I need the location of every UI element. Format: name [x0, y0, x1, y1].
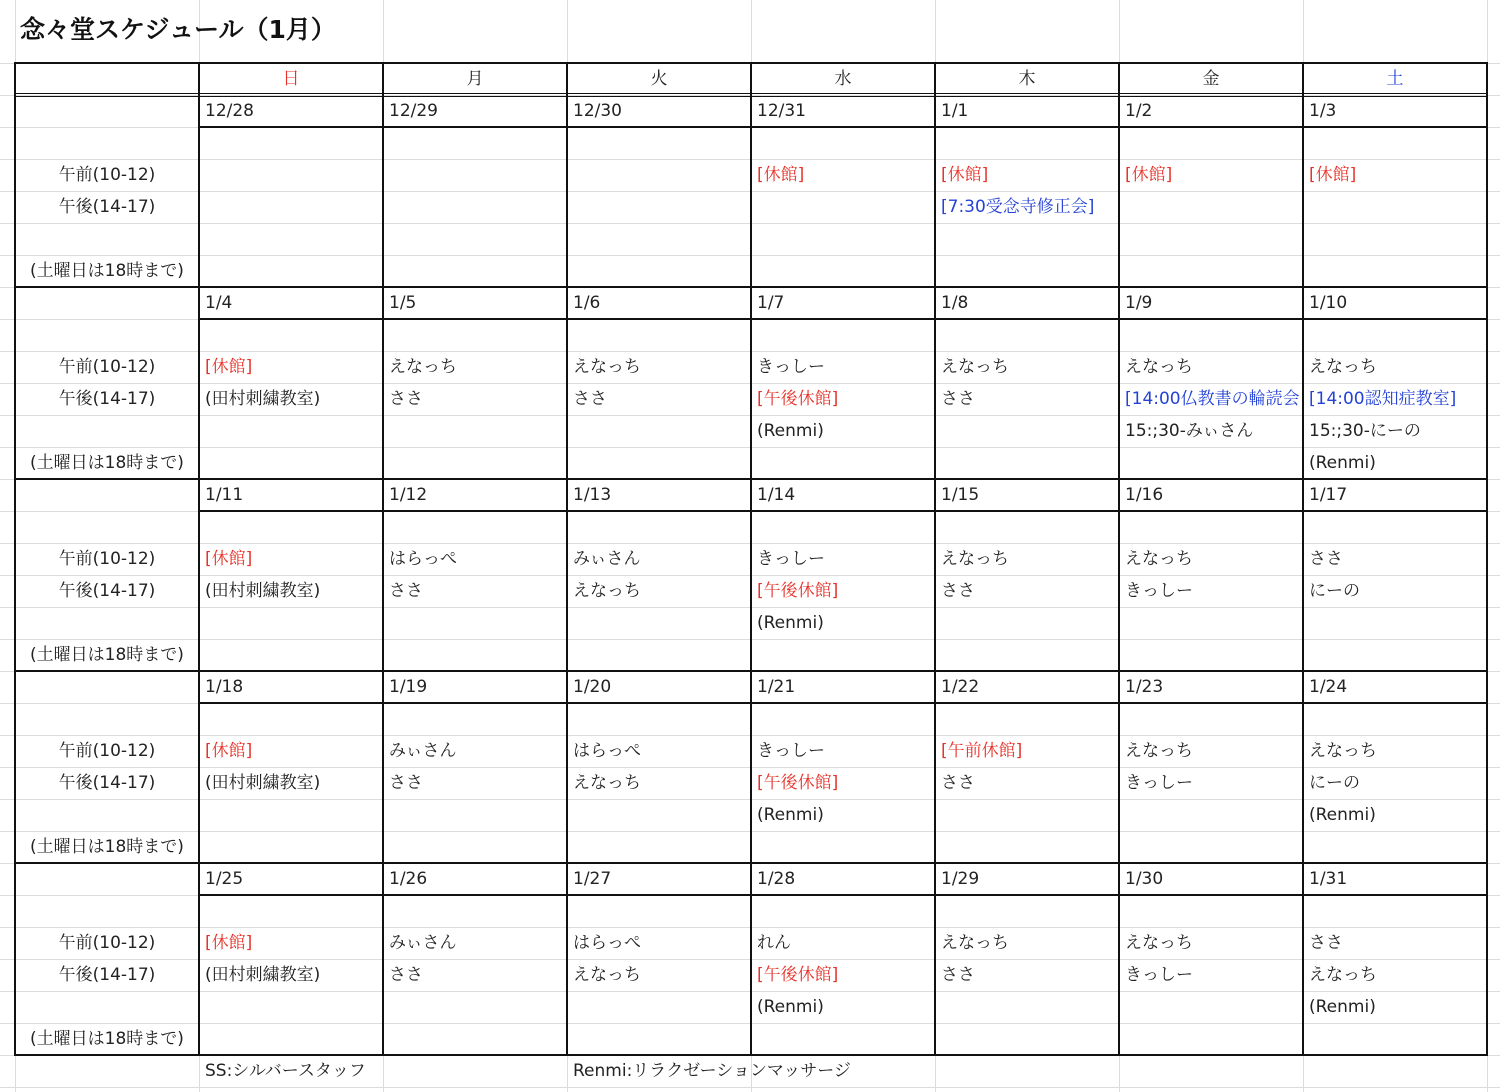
schedule-entry[interactable]: (Renmi): [757, 421, 824, 441]
date-cell[interactable]: 1/18: [205, 677, 244, 697]
schedule-entry[interactable]: えなっち: [1309, 357, 1377, 377]
row-label: 午後(14-17): [58, 197, 156, 217]
schedule-entry[interactable]: えなっち: [1125, 549, 1193, 569]
schedule-entry[interactable]: [14:00認知症教室]: [1309, 389, 1457, 409]
row-label: (土曜日は18時まで): [30, 1029, 184, 1049]
schedule-entry[interactable]: きっしー: [1125, 965, 1193, 985]
date-cell[interactable]: 1/17: [1309, 485, 1348, 505]
date-cell[interactable]: 1/11: [205, 485, 244, 505]
table-border: [934, 62, 936, 1056]
schedule-entry[interactable]: (田村刺繍教室): [205, 773, 321, 793]
date-cell[interactable]: 1/19: [389, 677, 428, 697]
schedule-entry[interactable]: ささ: [389, 581, 423, 601]
schedule-entry[interactable]: きっしー: [757, 357, 825, 377]
schedule-entry[interactable]: 15:;30-にーの: [1309, 421, 1421, 441]
schedule-entry[interactable]: [休館]: [757, 165, 805, 185]
schedule-entry[interactable]: (Renmi): [757, 613, 824, 633]
table-border: [1302, 62, 1304, 1056]
schedule-entry[interactable]: えなっち: [1309, 965, 1377, 985]
date-cell[interactable]: 1/15: [941, 485, 980, 505]
table-border: [1486, 62, 1488, 1056]
schedule-entry[interactable]: [午後休館]: [757, 389, 839, 409]
date-cell[interactable]: 1/26: [389, 869, 428, 889]
table-border: [199, 702, 1487, 704]
schedule-entry[interactable]: [午後休館]: [757, 581, 839, 601]
row-label: (土曜日は18時まで): [30, 645, 184, 665]
schedule-entry[interactable]: (田村刺繍教室): [205, 965, 321, 985]
schedule-entry[interactable]: ささ: [941, 389, 975, 409]
date-cell[interactable]: 12/31: [757, 101, 806, 121]
day-header: 土: [1386, 69, 1404, 89]
schedule-entry[interactable]: [休館]: [205, 933, 253, 953]
schedule-entry[interactable]: えなっち: [1309, 741, 1377, 761]
schedule-entry[interactable]: ささ: [941, 773, 975, 793]
schedule-entry[interactable]: ささ: [389, 389, 423, 409]
date-cell[interactable]: 1/8: [941, 293, 969, 313]
date-cell[interactable]: 1/1: [941, 101, 969, 121]
date-cell[interactable]: 1/22: [941, 677, 980, 697]
schedule-entry[interactable]: [休館]: [205, 357, 253, 377]
row-label: 午前(10-12): [58, 165, 156, 185]
schedule-entry[interactable]: (田村刺繍教室): [205, 389, 321, 409]
date-cell[interactable]: 1/5: [389, 293, 417, 313]
row-label: 午後(14-17): [58, 965, 156, 985]
date-cell[interactable]: 1/27: [573, 869, 612, 889]
table-border: [199, 894, 1487, 896]
schedule-entry[interactable]: えなっち: [573, 357, 641, 377]
schedule-entry[interactable]: (Renmi): [757, 997, 824, 1017]
schedule-entry[interactable]: えなっち: [1125, 741, 1193, 761]
row-label: (土曜日は18時まで): [30, 837, 184, 857]
schedule-entry[interactable]: (田村刺繍教室): [205, 581, 321, 601]
date-cell[interactable]: 1/28: [757, 869, 796, 889]
row-label: 午後(14-17): [58, 773, 156, 793]
schedule-entry[interactable]: ささ: [941, 965, 975, 985]
day-header: 月: [466, 69, 484, 89]
table-border: [199, 510, 1487, 512]
schedule-entry[interactable]: えなっち: [573, 965, 641, 985]
date-cell[interactable]: 12/28: [205, 101, 254, 121]
date-cell[interactable]: 1/23: [1125, 677, 1164, 697]
schedule-entry[interactable]: (Renmi): [1309, 453, 1376, 473]
schedule-entry[interactable]: にーの: [1309, 773, 1360, 793]
date-cell[interactable]: 1/20: [573, 677, 612, 697]
date-cell[interactable]: 1/2: [1125, 101, 1153, 121]
schedule-entry[interactable]: えなっち: [1125, 933, 1193, 953]
footer-renmi-note: Renmi:リラクゼーションマッサージ: [573, 1061, 851, 1081]
schedule-entry[interactable]: みぃさん: [389, 933, 457, 953]
schedule-entry[interactable]: みぃさん: [389, 741, 457, 761]
table-border: [750, 62, 752, 1056]
schedule-entry[interactable]: ささ: [389, 965, 423, 985]
table-border: [382, 62, 384, 1056]
date-cell[interactable]: 1/31: [1309, 869, 1348, 889]
schedule-entry[interactable]: [休館]: [1125, 165, 1173, 185]
schedule-entry[interactable]: ささ: [1309, 549, 1343, 569]
row-label: 午後(14-17): [58, 389, 156, 409]
table-border: [199, 318, 1487, 320]
schedule-entry[interactable]: みぃさん: [573, 549, 641, 569]
date-cell[interactable]: 1/13: [573, 485, 612, 505]
table-border: [198, 62, 200, 1056]
schedule-entry[interactable]: ささ: [941, 581, 975, 601]
schedule-entry[interactable]: きっしー: [1125, 773, 1193, 793]
day-header: 水: [834, 69, 852, 89]
schedule-entry[interactable]: [14:00仏教書の輪読会: [1125, 389, 1300, 409]
schedule-entry[interactable]: れん: [757, 933, 791, 953]
schedule-entry[interactable]: きっしー: [757, 549, 825, 569]
schedule-entry[interactable]: (Renmi): [1309, 997, 1376, 1017]
schedule-entry[interactable]: ささ: [573, 389, 607, 409]
schedule-entry[interactable]: [午前休館]: [941, 741, 1023, 761]
row-label: 午前(10-12): [58, 357, 156, 377]
schedule-entry[interactable]: [休館]: [941, 165, 989, 185]
footer-ss-note: SS:シルバースタッフ: [205, 1061, 366, 1081]
schedule-entry[interactable]: えなっち: [1125, 357, 1193, 377]
table-border: [199, 126, 1487, 128]
day-header: 火: [650, 69, 668, 89]
date-cell[interactable]: 1/12: [389, 485, 428, 505]
schedule-entry[interactable]: [7:30受念寺修正会]: [941, 197, 1095, 217]
date-cell[interactable]: 1/4: [205, 293, 233, 313]
schedule-entry[interactable]: [午後休館]: [757, 965, 839, 985]
schedule-entry[interactable]: えなっち: [941, 933, 1009, 953]
date-cell[interactable]: 1/6: [573, 293, 601, 313]
schedule-entry[interactable]: ささ: [1309, 933, 1343, 953]
date-cell[interactable]: 1/29: [941, 869, 980, 889]
row-label: 午前(10-12): [58, 741, 156, 761]
schedule-entry[interactable]: はらっぺ: [573, 933, 641, 953]
schedule-entry[interactable]: [午後休館]: [757, 773, 839, 793]
date-cell[interactable]: 1/3: [1309, 101, 1337, 121]
row-label: 午前(10-12): [58, 549, 156, 569]
date-cell[interactable]: 1/10: [1309, 293, 1348, 313]
schedule-entry[interactable]: えなっち: [941, 357, 1009, 377]
schedule-entry[interactable]: (Renmi): [1309, 805, 1376, 825]
table-border: [14, 62, 16, 1056]
schedule-entry[interactable]: えなっち: [573, 773, 641, 793]
row-label: (土曜日は18時まで): [30, 261, 184, 281]
schedule-entry[interactable]: きっしー: [757, 741, 825, 761]
row-label: (土曜日は18時まで): [30, 453, 184, 473]
date-cell[interactable]: 12/29: [389, 101, 438, 121]
schedule-entry[interactable]: きっしー: [1125, 581, 1193, 601]
schedule-entry[interactable]: [休館]: [1309, 165, 1357, 185]
day-header: 金: [1202, 69, 1220, 89]
gridline: [0, 1087, 1500, 1088]
date-cell[interactable]: 1/24: [1309, 677, 1348, 697]
date-cell[interactable]: 1/30: [1125, 869, 1164, 889]
row-label: 午後(14-17): [58, 581, 156, 601]
table-border: [1118, 62, 1120, 1056]
schedule-entry[interactable]: [休館]: [205, 741, 253, 761]
schedule-entry[interactable]: 15:;30-みぃさん: [1125, 421, 1254, 441]
date-cell[interactable]: 1/16: [1125, 485, 1164, 505]
schedule-entry[interactable]: [休館]: [205, 549, 253, 569]
row-label: 午前(10-12): [58, 933, 156, 953]
schedule-entry[interactable]: にーの: [1309, 581, 1360, 601]
table-border: [566, 62, 568, 1056]
day-header: 日: [282, 69, 300, 89]
date-cell[interactable]: 1/25: [205, 869, 244, 889]
day-header: 木: [1018, 69, 1036, 89]
date-cell[interactable]: 1/7: [757, 293, 785, 313]
date-cell[interactable]: 1/14: [757, 485, 796, 505]
page-title: 念々堂スケジュール（1月）: [20, 15, 336, 44]
date-cell[interactable]: 1/21: [757, 677, 796, 697]
schedule-entry[interactable]: はらっぺ: [389, 549, 457, 569]
date-cell[interactable]: 12/30: [573, 101, 622, 121]
schedule-entry[interactable]: はらっぺ: [573, 741, 641, 761]
schedule-entry[interactable]: えなっち: [389, 357, 457, 377]
schedule-entry[interactable]: ささ: [389, 773, 423, 793]
schedule-entry[interactable]: えなっち: [573, 581, 641, 601]
schedule-entry[interactable]: えなっち: [941, 549, 1009, 569]
date-cell[interactable]: 1/9: [1125, 293, 1153, 313]
schedule-entry[interactable]: (Renmi): [757, 805, 824, 825]
